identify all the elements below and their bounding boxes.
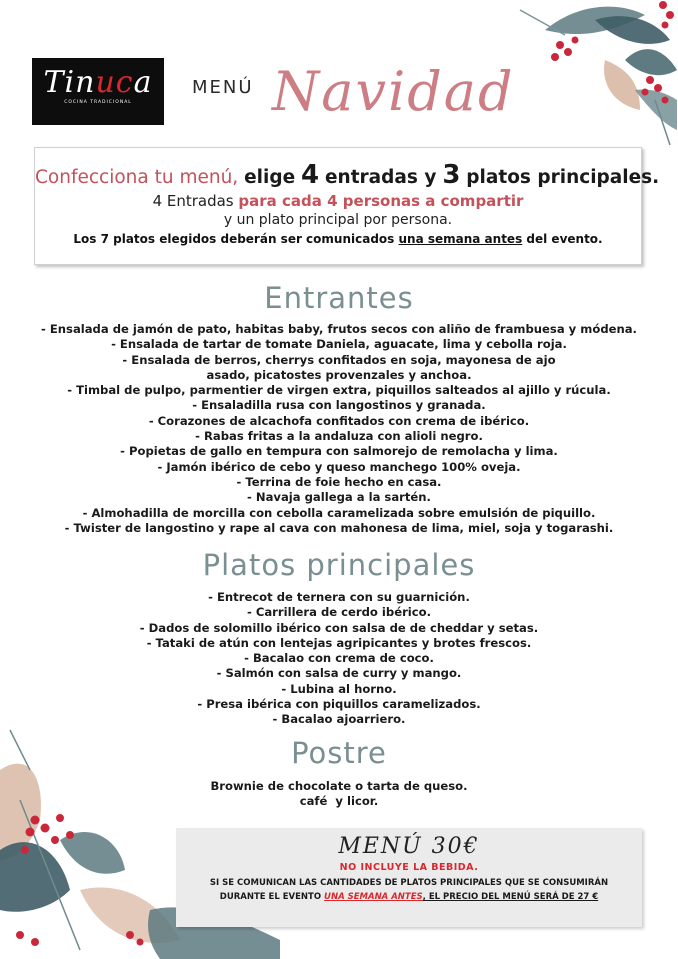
principales-list <box>40 590 638 728</box>
logo-brand: Tinuca <box>43 65 153 100</box>
condition-line-1: SI SE COMUNICAN LAS CANTIDADES DE PLATOS PRINCIPALES QUE SE CONSUMIRÁN <box>209 878 609 888</box>
list-item: - Navaja gallega a la sartén. <box>247 490 431 505</box>
logo-tagline: COCINA TRADICIONAL <box>64 100 132 105</box>
list-item: - Ensaladilla rusa con langostinos y granada. <box>192 398 486 413</box>
intro-box <box>34 147 660 265</box>
menu-word: MENÚ <box>192 77 254 98</box>
intro-text: 4 Entradas <box>152 192 234 210</box>
list-item: - Dados de solomillo ibérico con salsa de de cheddar y setas. <box>139 620 539 635</box>
list-item: - Terrina de foie hecho en casa. <box>236 474 442 489</box>
list-item: - Popietas de gallo en tempura con salmorejo de remolacha y lima. <box>120 444 558 459</box>
intro-text: del evento. <box>526 232 603 246</box>
intro-number: 4 <box>301 160 320 190</box>
intro-text: para cada 4 personas a compartir <box>238 192 524 210</box>
list-item: - Twister de langostino y rape al cava con mahonesa de lima, miel, soja y togarashi. <box>64 520 614 535</box>
intro-line-4 <box>35 232 641 246</box>
price-box <box>176 828 642 927</box>
holly-leaves-berries-icon <box>505 0 678 150</box>
restaurant-logo <box>32 58 164 125</box>
condition-text: DURANTE EL EVENTO <box>219 892 322 902</box>
entrantes-list <box>40 322 638 536</box>
price-conditions <box>176 876 642 904</box>
condition-line-2 <box>176 890 642 904</box>
list-item: - Presa ibérica con piquillos caramelizados. <box>197 697 481 712</box>
intro-text: platos principales. <box>466 167 660 188</box>
intro-number: 3 <box>442 160 461 190</box>
list-item: - Ensalada de jamón de pato, habitas baby, frutos secos con aliño de frambuesa y módena. <box>41 322 637 336</box>
intro-text: elige <box>244 167 296 188</box>
intro-line-2 <box>35 192 641 210</box>
intro-text: una semana antes <box>398 232 523 246</box>
no-drink-note: NO INCLUYE LA BEBIDA. <box>339 862 479 873</box>
list-item: - Bacalao con crema de coco. <box>244 651 434 666</box>
list-item: - Salmón con salsa de curry y mango. <box>216 666 462 681</box>
list-item: - Almohadilla de morcilla con cebolla caramelizada sobre emulsión de piquillo. <box>82 505 596 520</box>
intro-line-3: y un plato principal por persona. <box>223 212 453 228</box>
condition-text: , EL PRECIO DEL MENÚ SERÁ DE 27 € <box>422 892 599 902</box>
list-item: Brownie de chocolate o tarta de queso. <box>210 779 468 793</box>
intro-text: Los 7 platos elegidos deberán ser comunicados <box>73 232 395 246</box>
list-item: - Bacalao ajoarriero. <box>272 712 406 727</box>
list-item: - Ensalada de berros, cherrys confitados en soja, mayonesa de ajo asado, picatostes provenzales y anchoa. <box>122 352 556 382</box>
list-item: - Lubina al horno. <box>281 681 397 696</box>
list-item: - Rabas fritas a la andaluza con alioli negro. <box>195 429 483 444</box>
list-item: - Entrecot de ternera con su guarnición. <box>208 590 470 604</box>
list-item: - Timbal de pulpo, parmentier de virgen extra, piquillos salteados al ajillo y rúcula. <box>67 383 611 398</box>
postre-list <box>40 779 638 810</box>
list-item: café y licor. <box>299 794 379 809</box>
intro-text: entradas y <box>325 167 437 188</box>
section-title-principales: Platos principales <box>202 548 476 582</box>
page-title: Navidad <box>272 60 515 123</box>
section-title-entrantes: Entrantes <box>264 281 414 315</box>
menu-price: MENÚ 30€ <box>338 834 480 859</box>
section-title-postre: Postre <box>291 736 387 770</box>
list-item: - Jamón ibérico de cebo y queso manchego 100% oveja. <box>157 459 521 474</box>
intro-line-1 <box>35 160 660 190</box>
list-item: - Corazones de alcachofa confitados con crema de ibérico. <box>148 413 530 428</box>
list-item: - Tataki de atún con lentejas agripicantes y brotes frescos. <box>146 635 532 650</box>
condition-text: UNA SEMANA ANTES <box>324 892 423 902</box>
list-item: - Carrillera de cerdo ibérico. <box>247 605 431 620</box>
intro-text: Confecciona tu menú, <box>35 167 239 188</box>
list-item: - Ensalada de tartar de tomate Daniela, aguacate, lima y cebolla roja. <box>111 337 567 352</box>
